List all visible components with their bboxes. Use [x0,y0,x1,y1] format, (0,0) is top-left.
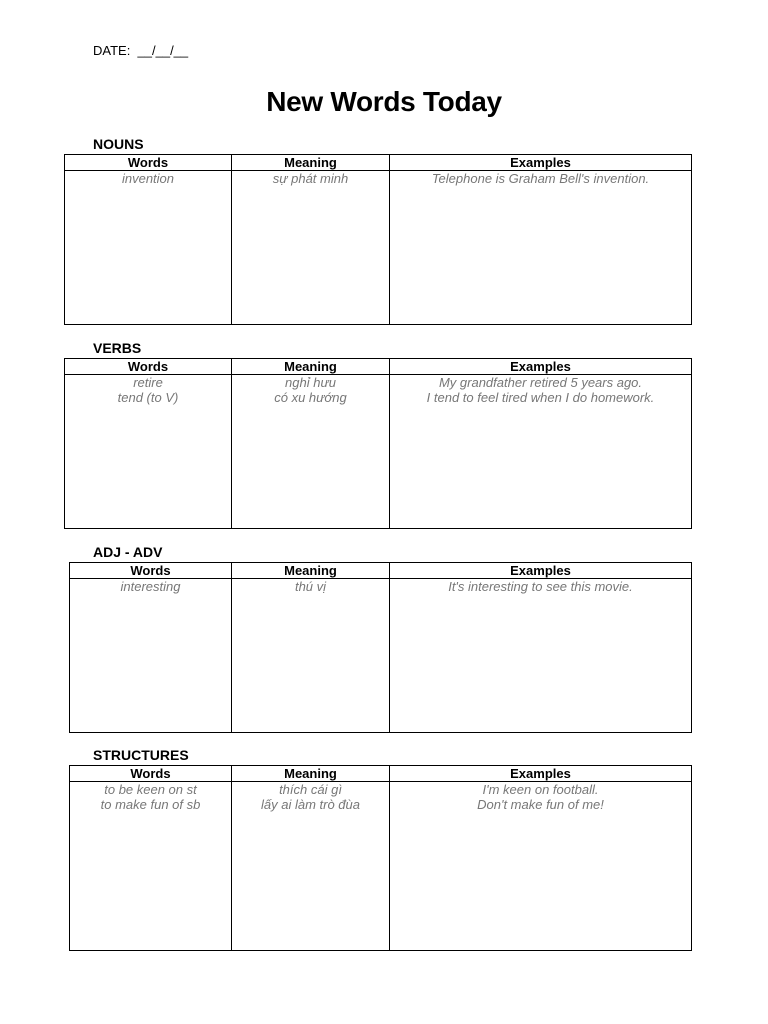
word-entry: to be keen on st [104,782,197,797]
meaning-entry: nghỉ hưu [285,375,336,390]
column-header-words: Words [70,563,232,579]
example-entry: Telephone is Graham Bell's invention. [431,171,650,186]
table-row [70,782,692,951]
column-header-meaning: Meaning [232,766,390,782]
meaning-entry: sự phát minh [272,171,349,186]
meaning-entry: có xu hướng [274,390,347,405]
words-cell [70,782,232,951]
example-entry: I tend to feel tired when I do homework. [426,390,655,405]
meaning-cell [232,375,390,529]
table-header-row [70,766,692,782]
example-entry: Don't make fun of me! [477,797,604,812]
column-header-words: Words [65,359,232,375]
word-entry: retire [133,375,163,390]
meaning-entry: thích cái gì [279,782,342,797]
table-header-row [65,155,692,171]
column-header-meaning: Meaning [232,155,390,171]
meaning-entry: lấy ai làm trò đùa [261,797,360,812]
structures-table [69,765,692,951]
example-entry: It's interesting to see this movie. [448,579,633,594]
examples-cell [390,171,692,325]
word-entry: interesting [120,579,181,594]
meaning-entry: thú vị [294,579,327,594]
section-label-verbs: VERBS [93,340,142,356]
section-label-nouns: NOUNS [93,136,144,152]
meaning-cell [232,579,390,733]
words-cell [70,579,232,733]
words-cell [65,171,232,325]
meaning-cell [232,782,390,951]
page-title: New Words Today [266,86,502,117]
column-header-examples: Examples [390,155,692,171]
section-label-structures: STRUCTURES [93,747,189,763]
table-header-row [65,359,692,375]
word-entry: invention [121,171,175,186]
examples-cell [390,782,692,951]
words-cell [65,375,232,529]
table-header-row [70,563,692,579]
date-label: DATE: __/__/__ [93,43,189,58]
example-entry: I'm keen on football. [482,782,599,797]
example-entry: My grandfather retired 5 years ago. [438,375,643,390]
examples-cell [390,579,692,733]
table-row [65,375,692,529]
column-header-meaning: Meaning [232,563,390,579]
column-header-meaning: Meaning [232,359,390,375]
nouns-table [64,154,692,325]
adj-adv-table [69,562,692,733]
word-entry: to make fun of sb [100,797,201,812]
column-header-words: Words [65,155,232,171]
column-header-examples: Examples [390,359,692,375]
column-header-examples: Examples [390,563,692,579]
section-label-adj-adv: ADJ - ADV [93,544,163,560]
column-header-words: Words [70,766,232,782]
verbs-table [64,358,692,529]
word-entry: tend (to V) [117,390,179,405]
meaning-cell [232,171,390,325]
examples-cell [390,375,692,529]
table-row [70,579,692,733]
table-row [65,171,692,325]
column-header-examples: Examples [390,766,692,782]
